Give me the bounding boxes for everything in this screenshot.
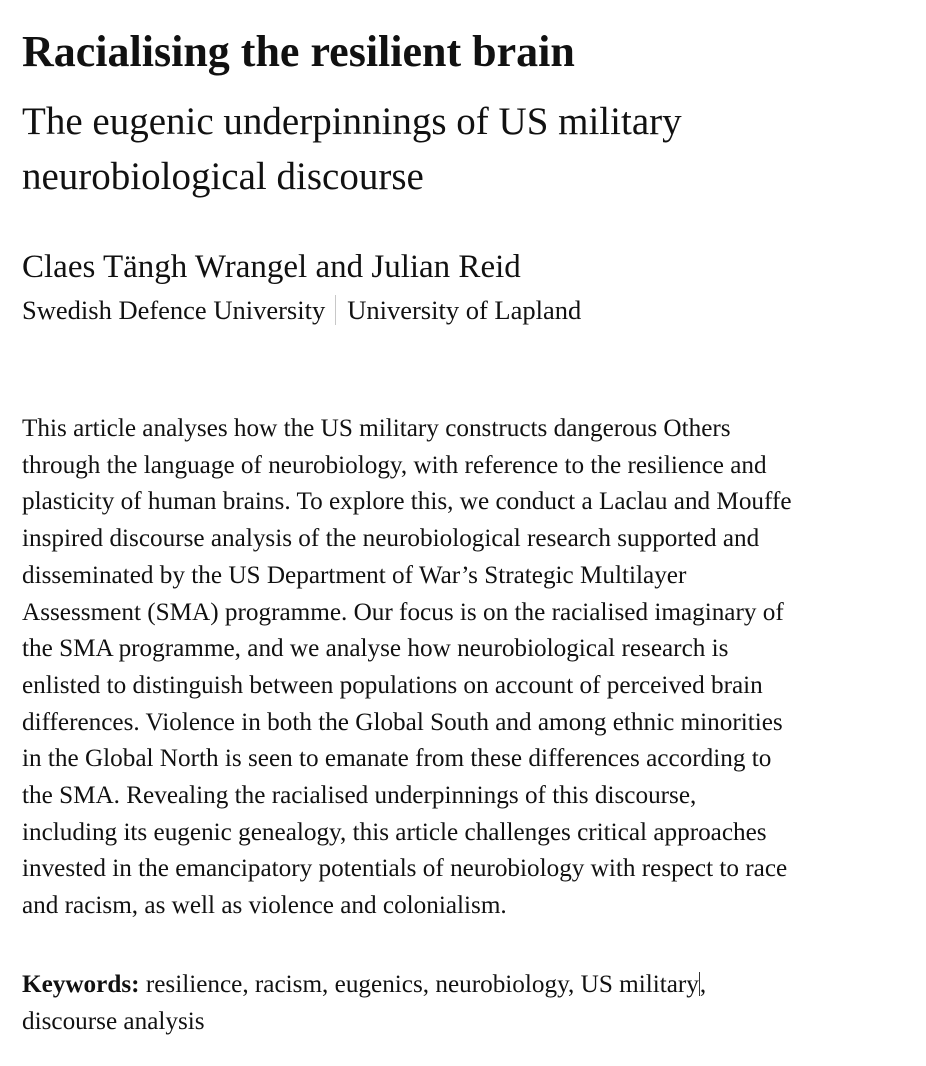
affiliation-divider (335, 295, 336, 325)
affiliation-1: Swedish Defence University (22, 295, 326, 325)
abstract-line: inspired discourse analysis of the neurobiological research supported and (22, 525, 760, 553)
abstract-line: plasticity of human brains. To explore this, we conduct a Laclau and Mouffe (22, 488, 792, 516)
article-authors: Claes Tängh Wrangel and Julian Reid (22, 249, 521, 285)
abstract-line: through the language of neurobiology, with reference to the resilience and (22, 451, 767, 479)
abstract-line: This article analyses how the US military constructs dangerous Others (22, 415, 731, 442)
abstract-line: in the Global North is seen to emanate from these differences according to (22, 745, 772, 773)
article-affiliations (22, 292, 581, 328)
abstract-line: enlisted to distinguish between populations on account of perceived brain (22, 671, 763, 699)
keywords-line-1 (22, 966, 904, 1003)
article-subtitle: The eugenic underpinnings of US military neurobiological discourse (22, 100, 682, 198)
abstract-line: Assessment (SMA) programme. Our focus is on the racialised imaginary of (22, 598, 784, 626)
affiliation-2: University of Lapland (347, 295, 582, 325)
abstract-line: the SMA programme, and we analyse how neurobiological research is (22, 635, 729, 663)
abstract-line: disseminated by the US Department of War’s Strategic Multilayer (22, 561, 687, 589)
keywords-text: resilience, racism, eugenics, neurobiology, US military (139, 971, 699, 998)
keywords-comma: , (699, 971, 707, 998)
article-abstract (22, 411, 904, 925)
keywords-line-2: discourse analysis (22, 1008, 205, 1035)
abstract-line: and racism, as well as violence and colonialism. (22, 892, 507, 920)
abstract-line: invested in the emancipatory potentials of neurobiology with respect to race (22, 855, 788, 883)
article-title: Racialising the resilient brain (22, 27, 575, 76)
abstract-line: including its eugenic genealogy, this article challenges critical approaches (22, 818, 767, 846)
article-keywords[interactable] (22, 966, 904, 1040)
abstract-line: differences. Violence in both the Global South and among ethnic minorities (22, 708, 783, 736)
abstract-line: the SMA. Revealing the racialised underpinnings of this discourse, (22, 782, 697, 810)
keywords-label: Keywords: (22, 971, 140, 998)
